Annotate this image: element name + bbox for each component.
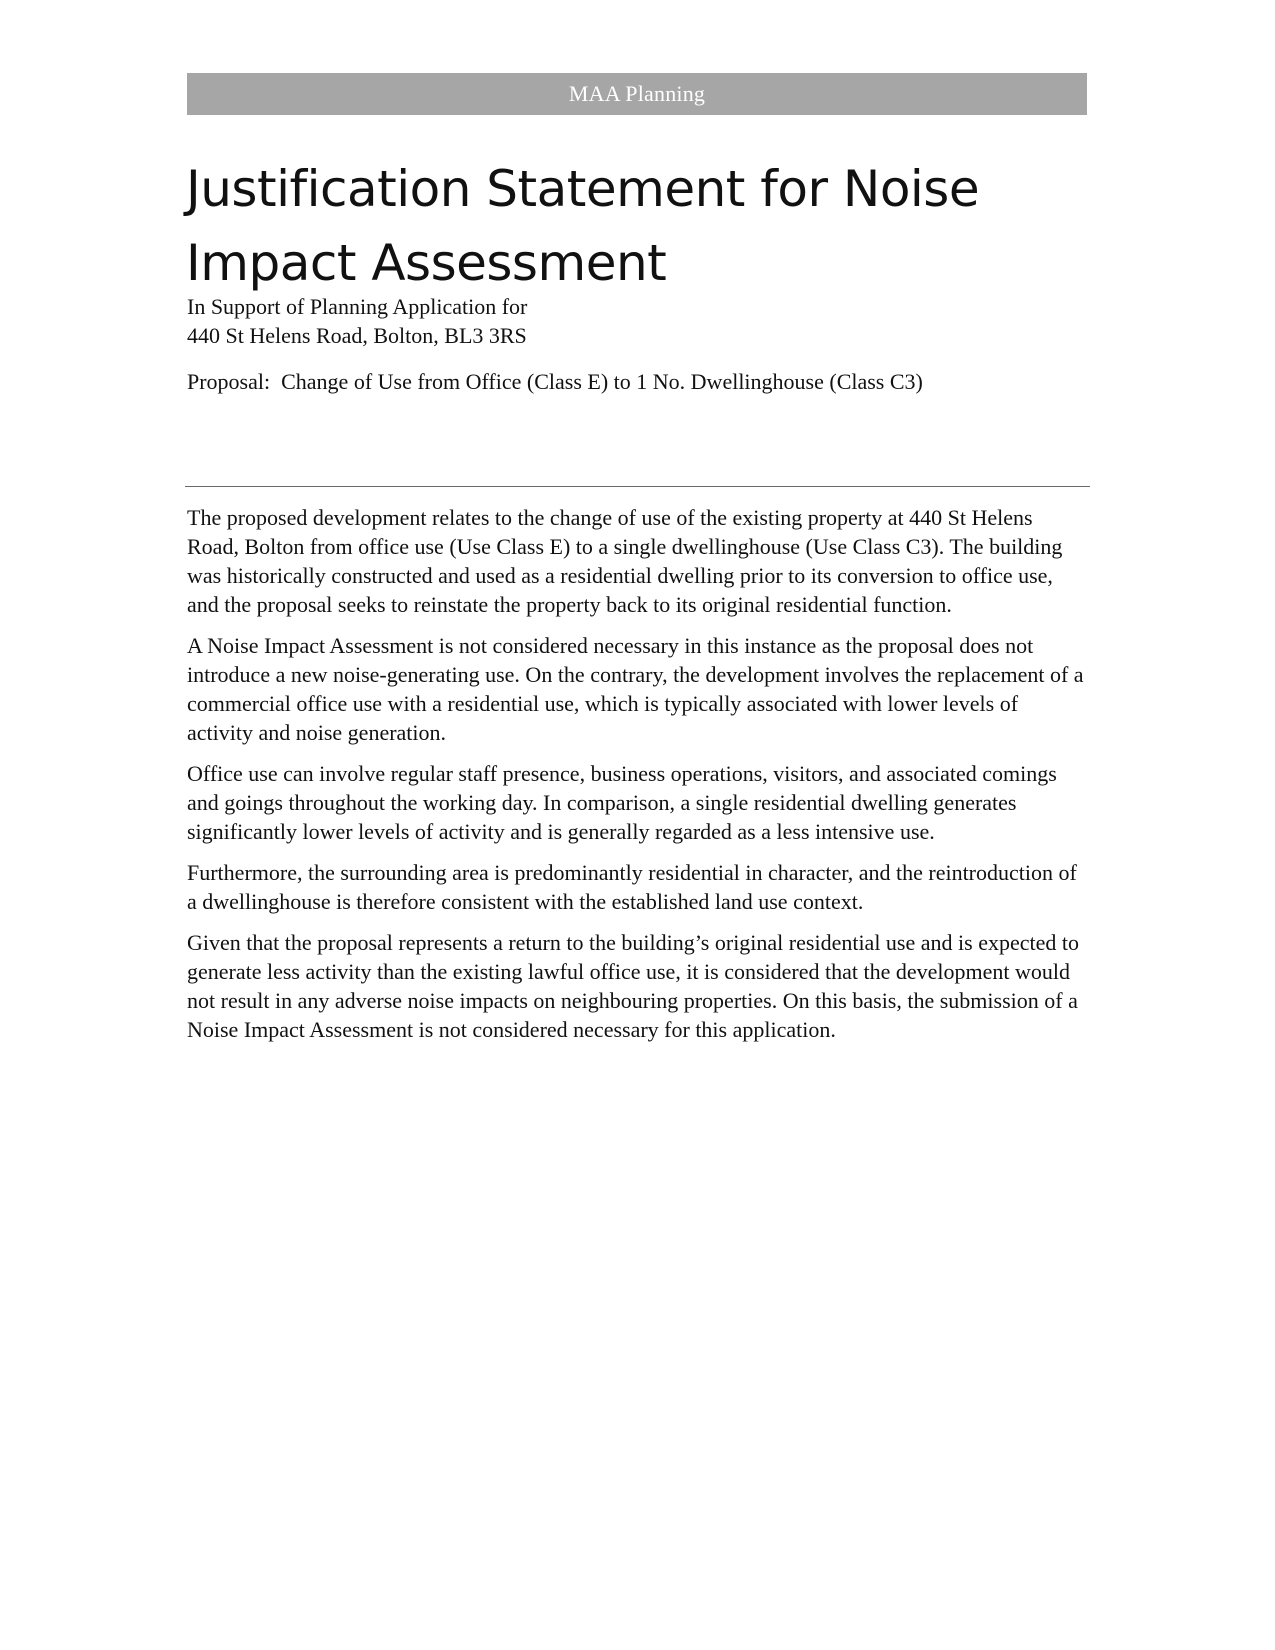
paragraph: Furthermore, the surrounding area is predominantly residential in character, and the reintroduction of a dwellinghouse is therefore consistent with the established land use context. <box>187 860 1077 914</box>
header-bar <box>187 73 1087 115</box>
subtitle-block <box>187 292 1087 350</box>
paragraph: The proposed development relates to the change of use of the existing property at 440 St Helens Road, Bolton from office use (Use Class E) to a single dwellinghouse (Use Class C3). The building was historically constructed and used as a residential dwelling prior to its conversion to office use, and the proposal seeks to reinstate the property back to its original residential function. <box>187 505 1063 617</box>
header-label: MAA Planning <box>568 81 706 106</box>
body-text <box>187 503 1087 1056</box>
paragraph: Office use can involve regular staff presence, business operations, visitors, and associated comings and goings throughout the working day. In comparison, a single residential dwelling generates significantly lower levels of activity and is generally regarded as a less intensive use. <box>187 761 1057 844</box>
document-title: Justification Statement for Noise Impact Assessment <box>186 160 980 292</box>
paragraph: A Noise Impact Assessment is not considered necessary in this instance as the proposal does not introduce a new noise-generating use. On the contrary, the development involves the replacement of a commercial office use with a residential use, which is typically associated with lower levels of activity and noise generation. <box>187 633 1084 745</box>
proposal-line: Proposal: Change of Use from Office (Class E) to 1 No. Dwellinghouse (Class C3) <box>187 369 923 394</box>
divider <box>185 486 1090 487</box>
subtitle-line-1: In Support of Planning Application for <box>187 294 528 319</box>
subtitle-address: 440 St Helens Road, Bolton, BL3 3RS <box>187 323 527 348</box>
paragraph: Given that the proposal represents a return to the building’s original residential use and is expected to generate less activity than the existing lawful office use, it is considered that the development would not result in any adverse noise impacts on neighbouring properties. On this basis, the submission of a Noise Impact Assessment is not considered necessary for this application. <box>187 930 1079 1042</box>
